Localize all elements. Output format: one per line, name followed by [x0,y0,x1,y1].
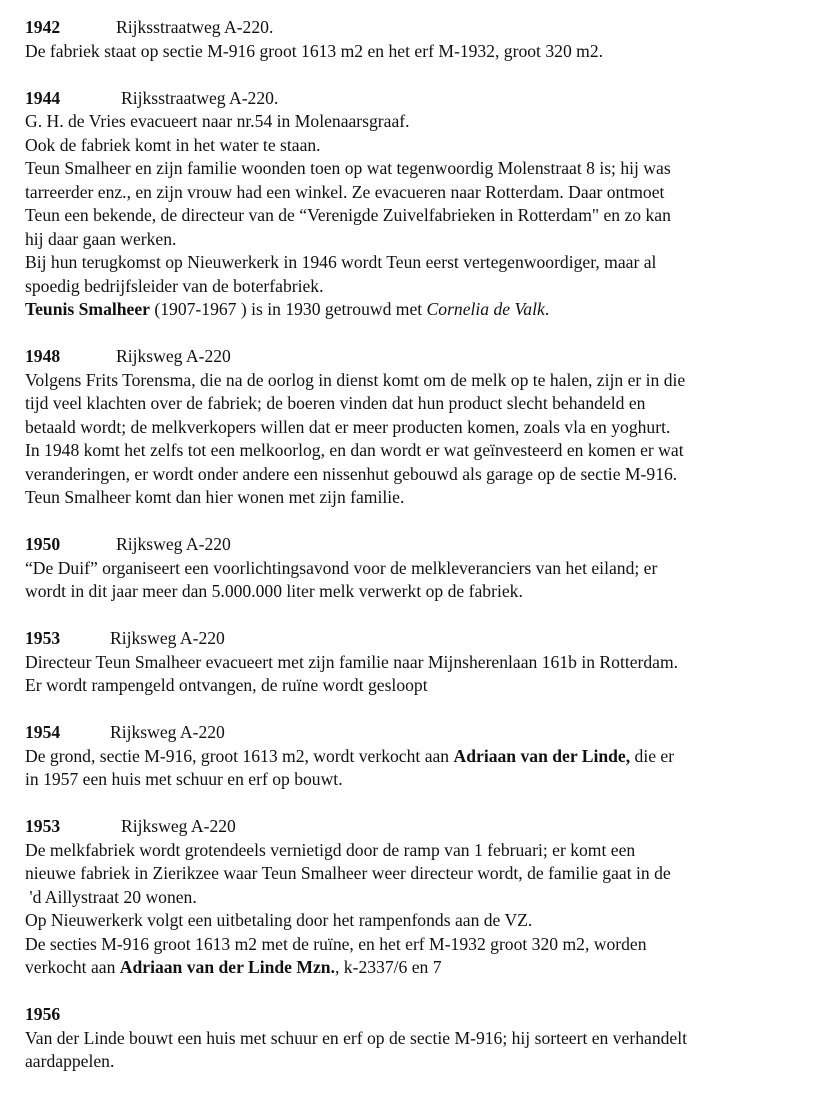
entry-year: 1942 [25,17,61,37]
sentence-end: . [544,299,550,319]
entry-text-line: Teun Smalheer komt dan hier wonen met zijn familie. [25,487,405,507]
entry-text-line: 'd Aillystraat 20 wonen. [25,886,197,907]
text-segment: De grond, sectie M-916, groot 1613 m2, wordt verkocht aan [25,745,454,766]
entry-text-line: De secties M-916 groot 1613 m2 met de ruïne, en het erf M-1932 groot 320 m2, worden [25,933,647,954]
text-segment: die er [630,745,675,766]
entry-text-line: Volgens Frits Torensma, die na de oorlog in dienst komt om de melk op te halen, zijn er in die [25,369,686,390]
entry-text-line: veranderingen, er wordt onder andere een nissenhut gebouwd als garage op de sectie M-916. [25,463,678,484]
buyer-name: Adriaan van der Linde, [453,745,631,766]
entry-text-line: G. H. de Vries evacueert naar nr.54 in Molenaarsgraaf. [25,111,410,131]
entry-heading [25,533,815,557]
entry-text-line: Teun Smalheer en zijn familie woonden toen op wat tegenwoordig Molenstraat 8 is; hij was [25,158,671,178]
entry-text-line: nieuwe fabriek in Zierikzee waar Teun Smalheer weer directeur wordt, de familie gaat in de [25,863,671,883]
entry-text-line: Bij hun terugkomst op Nieuwerkerk in 1946 wordt Teun eerst vertegenwoordiger, maar al [25,252,657,272]
text-segment: verkocht aan [25,957,120,977]
entry-text-line: De fabriek staat op sectie M-916 groot 1613 m2 en het erf M-1932, groot 320 m2. [25,40,604,61]
spouse-name: Cornelia de Valk [426,299,545,319]
buyer-name: Adriaan van der Linde Mzn. [119,957,335,977]
person-details: (1907-1967 ) is in 1930 getrouwd met [149,299,427,319]
entry-place: Rijksweg A-220 [116,534,231,554]
entry-place: Rijksweg A-220 [110,628,225,648]
entry-text-line: spoedig bedrijfsleider van de boterfabriek. [25,275,324,296]
entry-1950 [25,533,815,604]
entry-text-line [25,956,815,980]
entry-heading [25,87,815,111]
entry-1944 [25,87,815,322]
text-segment: , k-2337/6 en 7 [335,957,442,977]
entry-place: Rijksweg A-220 [116,346,231,366]
entry-place: Rijksstraatweg A-220. [121,87,279,108]
entry-heading [25,1003,815,1027]
entry-text-line: betaald wordt; de melkverkopers willen dat er meer producten komen, zoals vla en yoghurt. [25,416,671,437]
entry-year: 1953 [25,628,61,648]
entry-1953-flood [25,815,815,980]
entry-heading [25,345,815,369]
entry-1948 [25,345,815,510]
entry-heading [25,627,815,651]
entry-year: 1944 [25,87,61,108]
entry-1956 [25,1003,815,1074]
entry-heading [25,16,815,40]
entry-text-line: in 1957 een huis met schuur en erf op bouwt. [25,769,343,789]
entry-text-line: Directeur Teun Smalheer evacueert met zijn familie naar Mijnsherenlaan 161b in Rotterdam. [25,651,679,672]
entry-text-line: wordt in dit jaar meer dan 5.000.000 liter melk verwerkt op de fabriek. [25,581,523,601]
entry-text-line: De melkfabriek wordt grotendeels vernietigd door de ramp van 1 februari; er komt een [25,839,636,860]
entry-text-line: tarreerder enz., en zijn vrouw had een winkel. Ze evacueren naar Rotterdam. Daar ontmoet [25,181,665,202]
entry-text-line: tijd veel klachten over de fabriek; de boeren vinden dat hun product slecht behandeld en [25,393,646,413]
entry-text-line [25,745,815,769]
document-page [25,16,815,1097]
entry-place: Rijksweg A-220 [110,722,225,742]
entry-year: 1948 [25,346,61,366]
entry-text-line: In 1948 komt het zelfs tot een melkoorlog, en dan wordt er wat geïnvesteerd en komen er wat [25,440,684,460]
entry-text-line: “De Duif” organiseert een voorlichtingsavond voor de melkleveranciers van het eiland; er [25,557,658,578]
entry-year: 1954 [25,722,61,742]
entry-text-line: Teun een bekende, de directeur van de “Verenigde Zuivelfabrieken in Rotterdam" en zo kan [25,205,671,225]
entry-text-line: aardappelen. [25,1051,115,1071]
entry-text-line: Er wordt rampengeld ontvangen, de ruïne wordt gesloopt [25,675,428,695]
entry-text-line: hij daar gaan werken. [25,228,177,249]
entry-text-line: Van der Linde bouwt een huis met schuur en erf op de sectie M-916; hij sorteert en verhandelt [25,1027,687,1048]
entry-text-line: Ook de fabriek komt in het water te staan. [25,134,321,155]
entry-text-line [25,298,815,322]
entry-heading [25,721,815,745]
person-name: Teunis Smalheer [25,299,150,319]
entry-year: 1956 [25,1004,61,1024]
entry-heading [25,815,815,839]
entry-place: Rijksweg A-220 [121,816,236,836]
entry-1953-evacuation [25,627,815,698]
entry-1942 [25,16,815,63]
entry-place: Rijksstraatweg A-220. [116,17,274,37]
entry-text-line: Op Nieuwerkerk volgt een uitbetaling door het rampenfonds aan de VZ. [25,910,533,930]
entry-year: 1950 [25,534,61,554]
entry-year: 1953 [25,816,61,836]
entry-1954 [25,721,815,792]
